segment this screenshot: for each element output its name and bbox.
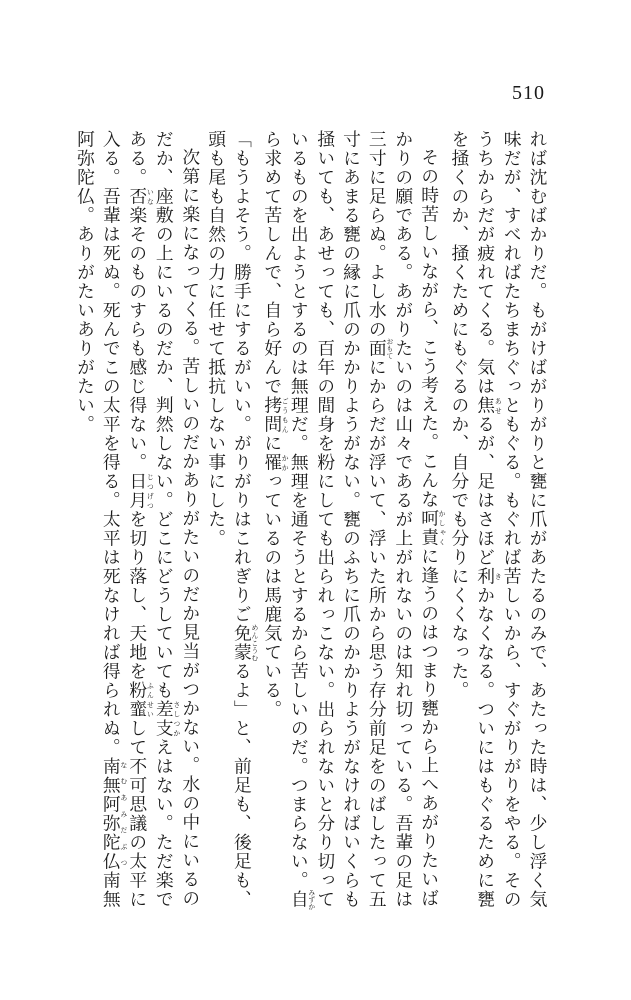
- text-run: るよ」と、前足も、後足も、頭も尾も自然の力に任せて抵抗しない事にした。: [205, 130, 253, 909]
- text-run: に逢うのはつまり甕から上へあがりたいばかりの願である。あがりたいのは山々であるが上がれないのは知れ切っている。吾輩の足は三寸に足らぬ。よし水の: [366, 130, 440, 909]
- text-run: して不可思議の太平に入る。吾輩は死ぬ。死んでこの太平を得る。太平は死なければ得られぬ。: [100, 130, 148, 909]
- ruby-annotation: 自みずか: [288, 888, 316, 910]
- text-run: かなくなる。ついにはもぐるために甕を掻くのか、掻くためにもぐるのか、自分でも分りにくくなった。: [448, 130, 496, 909]
- text-run: に: [261, 433, 283, 453]
- text-run: えはない。ただ楽である。: [126, 130, 175, 909]
- ruby-annotation: 差支さしつか: [153, 699, 181, 738]
- ruby-annotation: 利き: [474, 566, 503, 586]
- ruby-annotation: 面おもて: [366, 337, 394, 359]
- ruby-annotation: 粉韲ふんせい: [126, 680, 155, 719]
- page-number: 510: [512, 82, 545, 104]
- paragraph: [259, 130, 446, 920]
- text-run: 楽そのものすらも感じ得ない。: [126, 205, 148, 472]
- text-run: ら求めて苦しんで、自ら好んで: [261, 130, 283, 396]
- ruby-annotation: 罹かか: [261, 452, 290, 472]
- ruby-annotation: 呵責かしゃく: [418, 508, 447, 547]
- ruby-annotation: 否いな: [126, 186, 155, 206]
- ruby-annotation: 拷問ごうもん: [261, 395, 290, 434]
- text-run: れば沈むばかりだ。もがけばがりがりと甕に爪があたるのみで、あたった時は、少し浮く気味だが、すべればたちまちぐっともぐる。もぐれば苦しいから、すぐがりがりをやる。そのうちからだが疲れてくる。気は: [474, 130, 548, 909]
- body-text: [74, 130, 550, 920]
- text-run: 「もうよそう。勝手にするがいい。がりがりはこれぎりご: [231, 130, 253, 624]
- ruby-annotation: 南無阿弥陀仏なむあみだぶつ: [100, 756, 128, 871]
- ruby-annotation: 免蒙めんこうむ: [231, 623, 259, 662]
- ruby-annotation: 焦あせ: [474, 395, 503, 415]
- text-run: 次第に楽になってくる。苦しいのだかありがたいのだか見当がつかない。水の中にいるのだか、座敷の上にいるのだか、判然しない。どこにどうしていても: [153, 130, 201, 908]
- text-run: っているのは馬鹿気ている。: [261, 471, 283, 719]
- paragraph: [72, 130, 203, 920]
- paragraph: [446, 130, 550, 920]
- text-run: 南無阿弥陀仏。ありがたいありがたい。: [74, 130, 122, 909]
- text-run: その時苦しいながら、こう考えた。こんな: [418, 147, 440, 509]
- ruby-annotation: 日月じつげつ: [126, 471, 155, 510]
- text-run: を切り落し、天地を: [126, 509, 148, 681]
- paragraph: [203, 130, 259, 920]
- text-run: にからだが浮いて、浮いた所から思う存分前足をのばしたって五寸にあまる甕の縁に爪のかかりようがない。甕のふちに爪のかかりようがなければいくらも掻いても、あせっても、百年の間身を粉にしても出られっこない。出られないと分り切っているものを出ようとするのは無理だ。無理を通そうとするから苦しいのだ。つまらない。: [288, 130, 388, 909]
- text-run: るが、足はさほど: [474, 414, 496, 567]
